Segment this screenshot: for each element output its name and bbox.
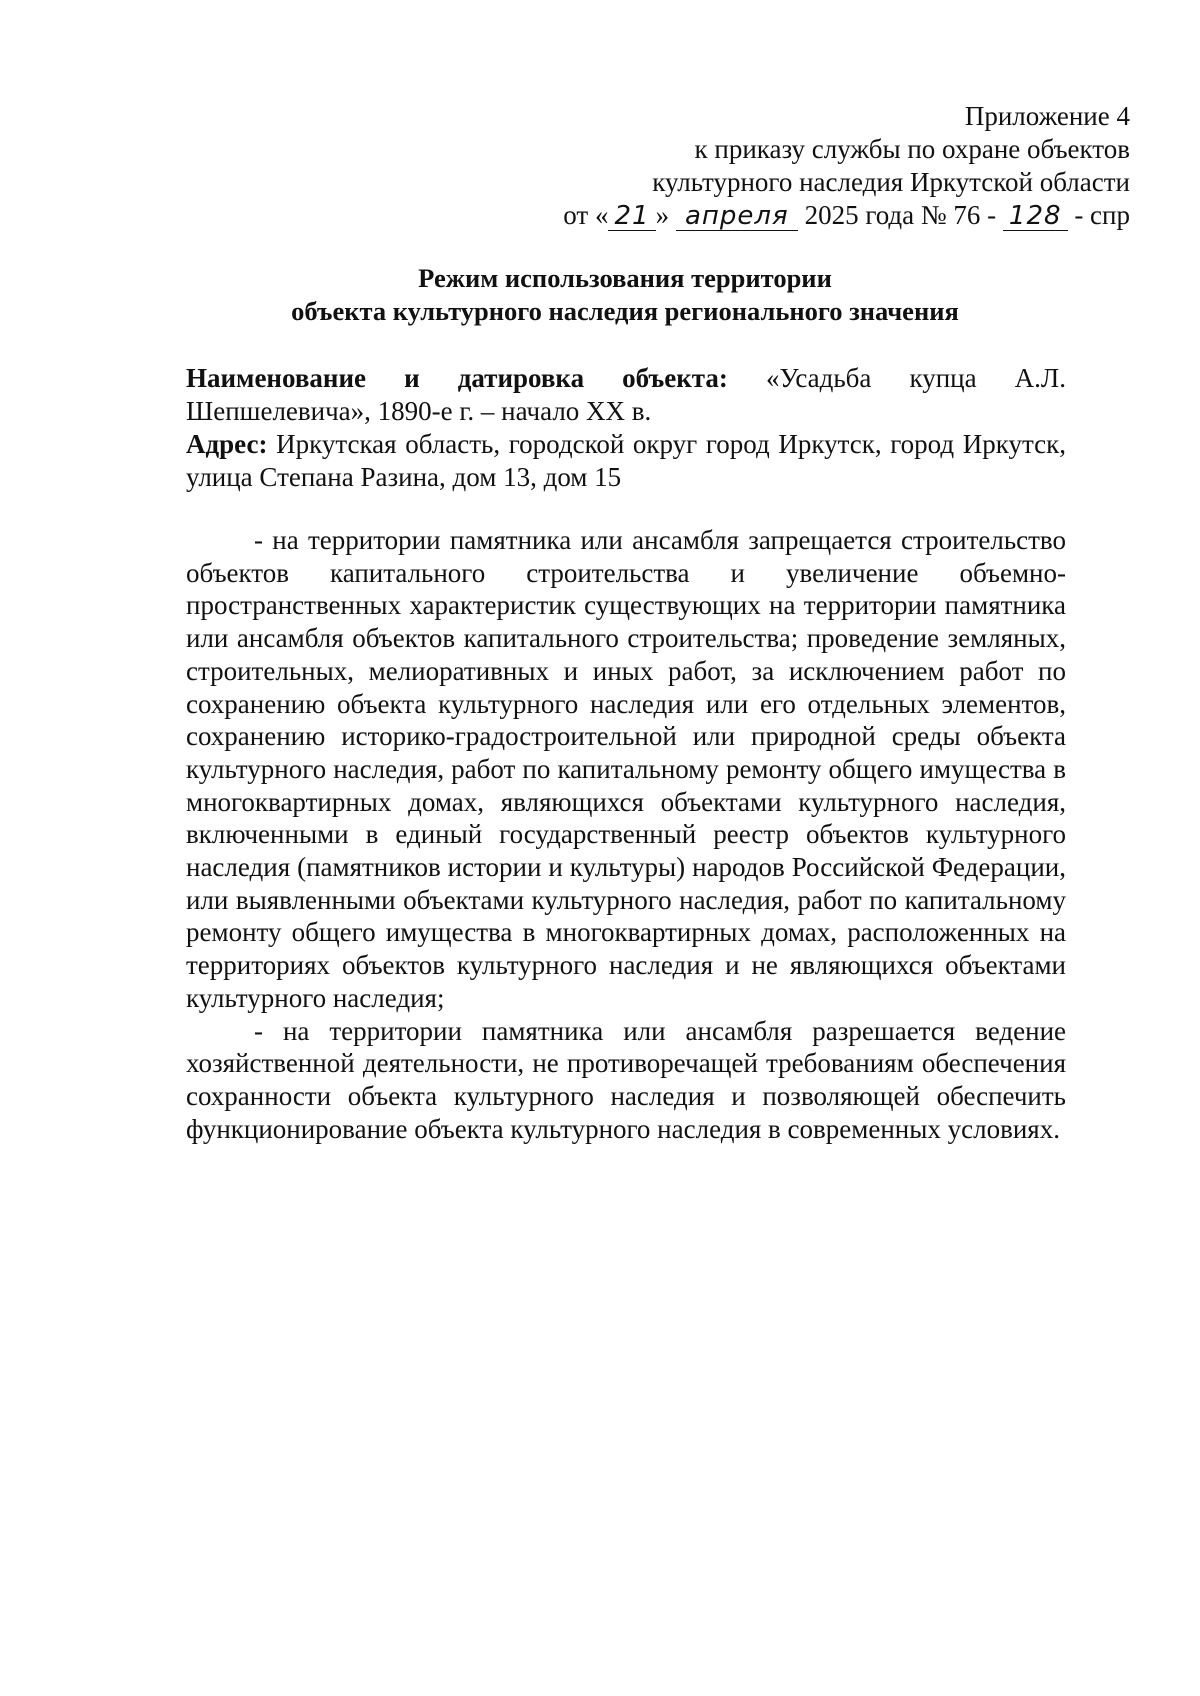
- appendix-order-ref: к приказу службы по охране объектов: [694, 134, 1130, 164]
- handwritten-day: 21: [608, 202, 655, 231]
- handwritten-month: апреля: [676, 202, 798, 231]
- object-address-label: Адрес:: [186, 429, 268, 459]
- prohibition-paragraph: - на территории памятника или ансамбля запрещается строительство объектов капитального строительства и увеличение объемно-пространственных характеристик существующих на территории памятника или ансамбля объектов капитального строительства; проведение земляных, строительных, мелиоративных и иных работ, за исключением работ по сохранению объекта культурного наследия или его отдельных элементов, сохранению историко-градостроительной или природной среды объекта культурного наследия, работ по капитальному ремонту общего имущества в многоквартирных домах, являющихся объектами культурного наследия, включенными в единый государственный реестр объектов культурного наследия (памятников истории и культуры) народов Российской Федерации, или выявленными объектами культурного наследия, работ по капитальному ремонту общего имущества в многоквартирных домах, расположенных на территориях объектов культурного наследия и не являющихся объектами культурного наследия;: [186, 525, 1066, 1013]
- appendix-header: [430, 100, 1130, 232]
- object-address-value: Иркутская область, городской округ город Иркутск, город Иркутск, улица Степана Разина, дом 13, дом 15: [186, 429, 1066, 492]
- permission-paragraph: - на территории памятника или ансамбля разрешается ведение хозяйственной деятельности, не противоречащей требованиям обеспечения сохранности объекта культурного наследия и позволяющей обеспечить функционирование объекта культурного наследия в современных условиях.: [186, 1015, 1066, 1144]
- date-suffix: 2025 года № 76 -: [797, 200, 1003, 230]
- object-info: [186, 362, 1066, 494]
- object-address-paragraph: [186, 428, 1066, 494]
- handwritten-order-number: 128: [1003, 202, 1068, 231]
- appendix-number: Приложение 4: [964, 101, 1130, 131]
- object-name-label: Наименование и датировка объекта:: [186, 363, 728, 393]
- appendix-date-line: [430, 199, 1130, 232]
- object-name-paragraph: [186, 362, 1066, 428]
- title-line-1: Режим использования территории: [418, 263, 832, 293]
- date-prefix: от «: [563, 200, 609, 230]
- date-mid: »: [655, 200, 676, 230]
- regulation-text: [186, 524, 1066, 1145]
- appendix-authority: культурного наследия Иркутской области: [652, 167, 1130, 197]
- number-suffix: - спр: [1067, 200, 1130, 230]
- title-line-2: объекта культурного наследия регионального значения: [291, 296, 959, 326]
- document-title: [185, 262, 1065, 328]
- object-name-value: «Усадьба купца А.Л. Шепшелевича», 1890-е г. – начало XX в.: [186, 363, 1066, 426]
